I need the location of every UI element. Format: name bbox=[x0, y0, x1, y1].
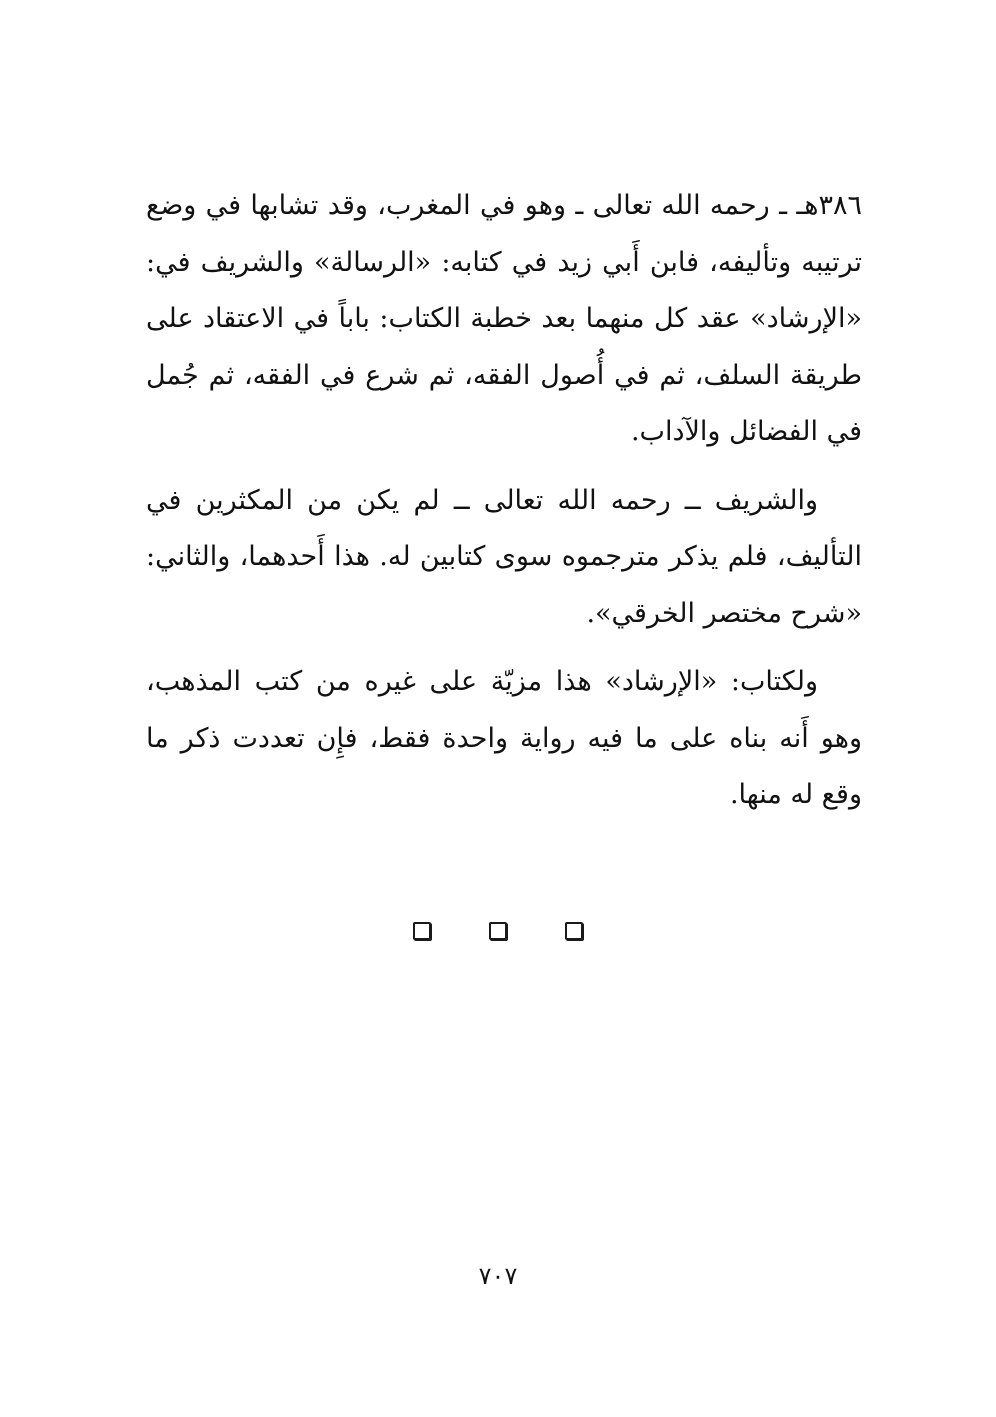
page-number: ٧٠٧ bbox=[478, 1262, 518, 1290]
square-icon bbox=[489, 922, 507, 940]
square-icon bbox=[413, 922, 431, 940]
square-icon bbox=[565, 922, 583, 940]
paragraph-3: ولكتاب: «الإرشاد» هذا مزيّة على غيره من كتب المذهب، وهو أَنه بناه على ما فيه رواية واحدة فقط، فإِن تعددت ذكر ما وقع له منها. bbox=[146, 666, 862, 810]
paragraph-2: والشريف ــ رحمه الله تعالى ــ لم يكن من المكثرين في التأليف، فلم يذكر مترجموه سوى كتابين له. هذا أَحدهما، والثاني: «شرح مختصر الخرقي». bbox=[146, 484, 862, 629]
section-separator bbox=[0, 922, 996, 940]
body-text bbox=[146, 178, 862, 824]
paragraph-1: ٣٨٦هـ ـ رحمه الله تعالى ـ وهو في المغرب، وقد تشابها في وضع ترتيبه وتأليفه، فابن أَبي زيد في كتابه: «الرسالة» والشريف في: «الإرشاد» عقد كل منهما بعد خطبة الكتاب: باباً في الاعتقاد على طريقة السلف، ثم في أُصول الفقه، ثم شرع في الفقه، ثم جُمل في الفضائل والآداب. bbox=[146, 190, 862, 447]
